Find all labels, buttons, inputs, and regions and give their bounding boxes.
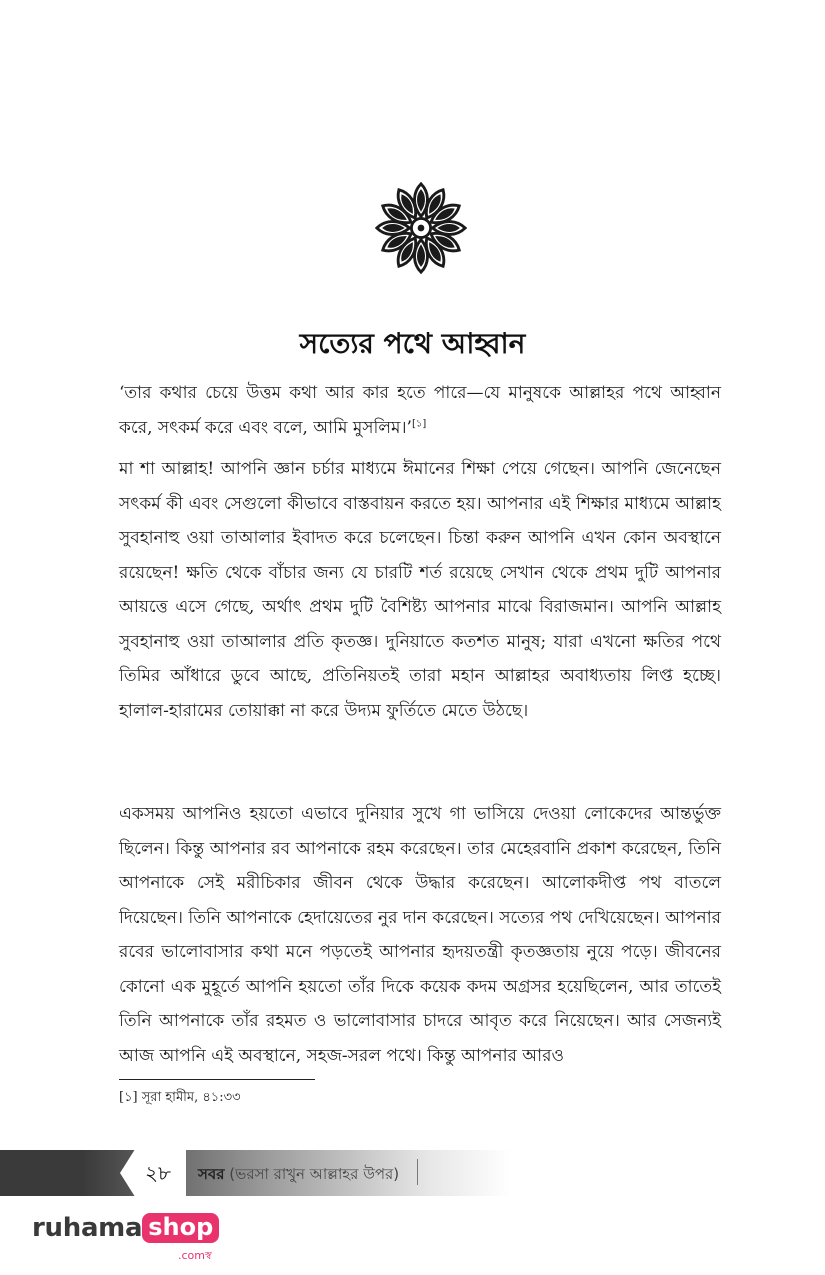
body-paragraph-2: একসময় আপনিও হয়তো এভাবে দুনিয়ার সুখে গা ভাসিয়ে দেওয়া লোকেদের আন্তর্ভুক্ত ছিলেন। কিন্তু আপনার রব আপনাকে রহম করেছেন। তার মেহেরবানি প্রকাশ করেছেন, তিনি আপনাকে সেই মরীচিকার জীবন থেকে উদ্ধার করেছেন। আলোকদীপ্ত পথ বাতলে দিয়েছেন। তিনি আপনাকে হেদায়েতের নুর দান করেছেন। সত্যের পথ দেখিয়েছেন। আপনার রবের ভালোবাসার কথা মনে পড়তেই আপনার হৃদয়তন্ত্রী কৃতজ্ঞতায় নুয়ে পড়ে। জীবনের কোনো এক মুহূর্তে আপনি হয়তো তাঁর দিকে কয়েক কদম অগ্রসর হয়েছিলেন, আর তাতেই তিনি আপনাকে তাঁর রহমত ও ভালোবাসার চাদরে আবৃত করে নিয়েছেন। আর সেজন্যই আজ আপনি এই অবস্থানে, সহজ-সরল পথে। কিন্তু আপনার আরও [119, 804, 721, 1066]
page-number: ২৮ [145, 1161, 171, 1185]
opening-quote [119, 376, 721, 445]
flower-ornament-icon [373, 180, 469, 276]
body-paragraph-1: মা শা আল্লাহ! আপনি জ্ঞান চর্চার মাধ্যমে ঈমানের শিক্ষা পেয়ে গেছেন। আপনি জেনেছেন সৎকর্ম কী এবং সেগুলো কীভাবে বাস্তবায়ন করতে হয়। আপনার এই শিক্ষার মাধ্যমে আল্লাহ সুবহানাহু ওয়া তাআলার ইবাদত করে চলেছেন। চিন্তা করুন আপনি এখন কোন অবস্থানে রয়েছেন! ক্ষতি থেকে বাঁচার জন্য যে চারটি শর্ত রয়েছে সেখান থেকে প্রথম দুটি আপনার আয়ত্তে এসে গেছে, অর্থাৎ প্রথম দুটি বৈশিষ্ট্য আপনার মাঝে বিরাজমান। আপনি আল্লাহ সুবহানাহু ওয়া তাআলার প্রতি কৃতজ্ঞ। দুনিয়াতে কতশত মানুষ; যারা এখনো ক্ষতির পথে তিমির আঁধারে ডুবে আছে, প্রতিনিয়তই তারা মহান আল্লাহর অবাধ্যতায় লিপ্ত হচ্ছে। হালাল-হারামের তোয়াক্কা না করে উদ্যম ফুর্তিতে মেতে উঠছে। [119, 459, 721, 721]
running-head-divider [417, 1159, 418, 1185]
footnote-marker: [১] [411, 417, 427, 429]
logo-badge: shop [142, 1213, 219, 1243]
logo-domain: .comস্ব [178, 1249, 212, 1262]
quote-text: ‘তার কথার চেয়ে উত্তম কথা আর কার হতে পারে—যে মানুষকে আল্লাহর পথে আহ্বান করে, সৎকর্ম করে এবং বলে, আমি মুসলিম।’ [119, 383, 721, 438]
running-head [198, 1163, 399, 1188]
footnote: [১] সূরা হামীম, ৪১:৩৩ [119, 1090, 241, 1105]
footnote-divider [119, 1079, 315, 1080]
chapter-title: সত্যের পথে আহ্বান [299, 327, 526, 360]
book-subtitle: (ভরসা রাখুন আল্লাহর উপর) [229, 1165, 400, 1183]
ruhama-shop-logo [32, 1213, 219, 1262]
book-title: সবর [198, 1165, 225, 1183]
logo-name: ruhama [32, 1213, 143, 1243]
